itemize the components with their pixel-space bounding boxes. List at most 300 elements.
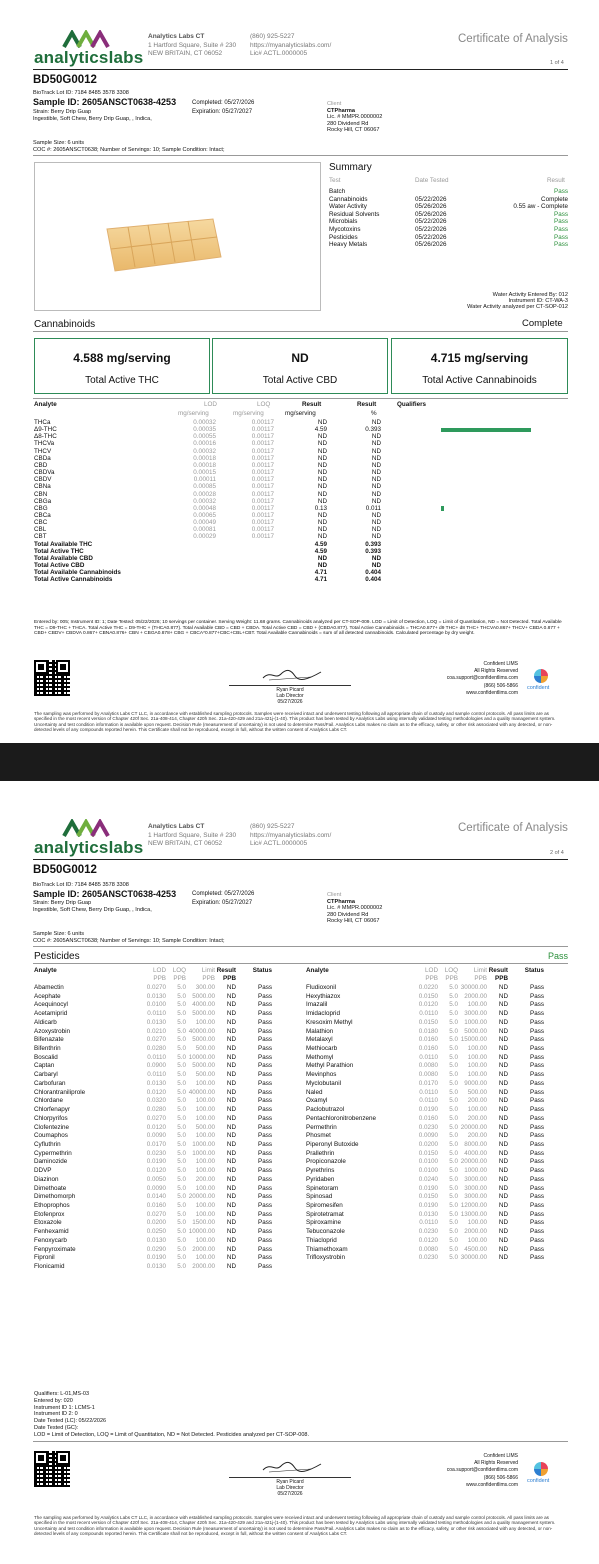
result-pct-value: ND bbox=[371, 469, 381, 477]
pesticide-row bbox=[306, 1193, 568, 1201]
cell-limit: 3000.00 bbox=[464, 1193, 487, 1201]
cell-result: ND bbox=[226, 1175, 236, 1183]
analyte-name: Δ8-THC bbox=[34, 433, 57, 441]
cell-limit: 100.00 bbox=[195, 1202, 215, 1209]
cell-limit: 2000.00 bbox=[464, 992, 487, 1000]
cell-limit: 5000.00 bbox=[192, 1010, 215, 1018]
unit-result: PPB bbox=[223, 975, 236, 982]
result-value: 4.59 bbox=[314, 426, 327, 434]
cell-analyte: Cypermethrin bbox=[34, 1149, 72, 1157]
lab-address: Analytics Labs CT 1 Hartford Square, Suite # 230 NEW BRITAIN, CT 06052 bbox=[148, 823, 237, 847]
cell-loq: 5.0 bbox=[177, 1001, 186, 1009]
pesticide-row bbox=[306, 1071, 568, 1079]
qr-code-icon[interactable] bbox=[34, 1451, 70, 1487]
analyte-name: THCV bbox=[34, 447, 52, 455]
summary-result: Pass bbox=[554, 188, 568, 195]
cell-loq: 5.0 bbox=[177, 1202, 186, 1209]
cell-result: ND bbox=[226, 1140, 236, 1148]
summary-row bbox=[329, 218, 568, 226]
pesticide-row bbox=[34, 1071, 296, 1079]
cell-result: ND bbox=[498, 1132, 508, 1140]
qr-code-icon[interactable] bbox=[34, 660, 70, 696]
cell-loq: 5.0 bbox=[449, 1202, 458, 1209]
cell-analyte: Acequinocyl bbox=[34, 1001, 68, 1009]
cell-result: ND bbox=[226, 1010, 236, 1018]
cell-loq: 5.0 bbox=[177, 1027, 186, 1035]
cell-lod: 0.0170 bbox=[146, 1140, 166, 1148]
cell-analyte: Bifenazate bbox=[34, 1036, 64, 1044]
cell-status: Pass bbox=[258, 1158, 272, 1166]
analyte-name: CBN bbox=[34, 490, 48, 498]
summary-test: Residual Solvents bbox=[329, 210, 380, 218]
cell-analyte: Methyl Parathion bbox=[306, 1062, 354, 1070]
cell-result: ND bbox=[226, 1045, 236, 1053]
cell-result: ND bbox=[498, 1071, 508, 1079]
cell-loq: 5.0 bbox=[449, 1167, 458, 1175]
result-pct-value: ND bbox=[371, 454, 381, 462]
col-result: Result bbox=[216, 967, 236, 974]
analyte-name: CBDV bbox=[34, 476, 52, 484]
pesticide-row bbox=[306, 1246, 568, 1254]
pesticide-row bbox=[306, 1141, 568, 1149]
cell-status: Pass bbox=[258, 1036, 272, 1044]
cell-analyte: Daminozide bbox=[34, 1158, 68, 1166]
cell-status: Pass bbox=[258, 1219, 272, 1227]
total-name: Total Active Cannabinoids bbox=[34, 576, 113, 584]
total-name: Total Active CBD bbox=[34, 562, 85, 569]
pesticide-row bbox=[34, 1010, 296, 1018]
analyte-name: CBGa bbox=[34, 497, 52, 505]
cell-loq: 5.0 bbox=[177, 1123, 186, 1131]
cell-limit: 200.00 bbox=[467, 1114, 487, 1122]
cell-result: ND bbox=[498, 1053, 508, 1061]
cannabinoids-title: Cannabinoids bbox=[34, 319, 96, 330]
pesticide-row bbox=[306, 1036, 568, 1044]
lod-value: 0.00048 bbox=[193, 504, 216, 512]
cell-analyte: Propiconazole bbox=[306, 1158, 346, 1166]
pesticide-row bbox=[306, 1054, 568, 1062]
lims-email-link[interactable]: coa.support@confidentlims.com bbox=[446, 675, 518, 682]
pesticide-row bbox=[34, 1028, 296, 1036]
cell-loq: 5.0 bbox=[449, 1158, 458, 1166]
cell-analyte: Carbaryl bbox=[34, 1071, 58, 1079]
cell-lod: 0.0220 bbox=[418, 984, 438, 991]
cell-result: ND bbox=[226, 1001, 236, 1009]
lod-value: 0.00032 bbox=[193, 497, 216, 505]
cell-status: Pass bbox=[258, 1236, 272, 1244]
cell-result: ND bbox=[226, 1219, 236, 1227]
cell-analyte: Ethoprophos bbox=[34, 1202, 70, 1209]
summary-row bbox=[329, 234, 568, 242]
pesticide-row bbox=[306, 1062, 568, 1070]
cell-lod: 0.0120 bbox=[418, 1001, 438, 1009]
loq-value: 0.00117 bbox=[251, 504, 274, 512]
cell-analyte: Trifloxystrobin bbox=[306, 1254, 345, 1262]
cell-result: ND bbox=[498, 1018, 508, 1026]
cell-limit: 1500.00 bbox=[192, 1219, 215, 1227]
cell-status: Pass bbox=[530, 1018, 544, 1026]
summary-test: Water Activity bbox=[329, 203, 367, 211]
cell-lod: 0.0130 bbox=[146, 1236, 166, 1244]
water-activity-notes: Water Activity Entered By: 012 Instrument ID: CT-WA-3 Water Activity analyzed per CT-SOP-012 bbox=[467, 292, 568, 311]
divider bbox=[33, 155, 568, 156]
lod-value: 0.00018 bbox=[193, 461, 216, 469]
cell-status: Pass bbox=[530, 1254, 544, 1262]
pesticide-table-right bbox=[306, 967, 568, 1278]
cell-status: Pass bbox=[530, 1236, 544, 1244]
summary-table bbox=[329, 188, 568, 250]
cell-limit: 100.00 bbox=[195, 1106, 215, 1114]
cell-analyte: Abamectin bbox=[34, 984, 64, 991]
cell-lod: 0.0090 bbox=[146, 1132, 166, 1140]
cell-status: Pass bbox=[258, 1079, 272, 1087]
cell-loq: 5.0 bbox=[177, 1045, 186, 1053]
cell-result: ND bbox=[498, 1036, 508, 1044]
cell-lod: 0.0130 bbox=[146, 1018, 166, 1026]
pesticide-row bbox=[34, 1254, 296, 1262]
col-result: Result bbox=[488, 967, 508, 974]
cell-result: ND bbox=[498, 1175, 508, 1183]
lims-website-link[interactable]: www.confidentlims.com bbox=[466, 689, 518, 696]
cell-analyte: Fipronil bbox=[34, 1254, 55, 1262]
cell-status: Pass bbox=[258, 1193, 272, 1201]
pesticide-row bbox=[34, 1115, 296, 1123]
lims-email-link[interactable]: coa.support@confidentlims.com bbox=[446, 1467, 518, 1474]
cell-result: ND bbox=[226, 1071, 236, 1079]
cell-status: Pass bbox=[530, 1140, 544, 1148]
cell-limit: 100.00 bbox=[467, 1062, 487, 1070]
cell-result: ND bbox=[498, 1010, 508, 1018]
cell-result: ND bbox=[226, 984, 236, 991]
pesticide-row bbox=[306, 993, 568, 1001]
cell-result: ND bbox=[498, 1193, 508, 1201]
cell-result: ND bbox=[498, 1158, 508, 1166]
summary-test: Microbials bbox=[329, 218, 358, 226]
cell-analyte: Chlorfenapyr bbox=[34, 1106, 71, 1114]
header-divider bbox=[33, 859, 568, 860]
cell-lod: 0.0110 bbox=[147, 1010, 166, 1018]
pesticide-row bbox=[34, 1062, 296, 1070]
pesticide-row bbox=[34, 1019, 296, 1027]
cell-lod: 0.0280 bbox=[146, 1045, 166, 1053]
product-image bbox=[34, 162, 321, 311]
cell-status: Pass bbox=[530, 1184, 544, 1192]
analyte-name: CBC bbox=[34, 519, 48, 527]
cell-analyte: Cyfluthrin bbox=[34, 1140, 61, 1148]
header-divider bbox=[33, 69, 568, 70]
cell-limit: 20000.00 bbox=[188, 1193, 215, 1201]
signer: Ryan Picard Lab Director 05/27/2026 bbox=[276, 687, 304, 705]
summary-result: Complete bbox=[541, 195, 568, 203]
summary-test: Heavy Metals bbox=[329, 241, 368, 249]
cell-limit: 5000.00 bbox=[464, 1027, 487, 1035]
cell-loq: 5.0 bbox=[177, 1088, 186, 1096]
cell-loq: 5.0 bbox=[449, 1245, 458, 1253]
cell-result: ND bbox=[226, 1062, 236, 1070]
cell-loq: 5.0 bbox=[449, 1219, 458, 1227]
pesticide-row bbox=[34, 1202, 296, 1210]
pesticide-row bbox=[34, 1036, 296, 1044]
cell-status: Pass bbox=[530, 1228, 544, 1236]
cell-result: ND bbox=[226, 1193, 236, 1201]
cell-loq: 5.0 bbox=[449, 1097, 458, 1105]
cell-status: Pass bbox=[258, 1018, 272, 1026]
analyte-name: CBCa bbox=[34, 511, 51, 519]
pesticide-row bbox=[34, 1211, 296, 1219]
cell-status: Pass bbox=[530, 1010, 544, 1018]
cell-loq: 5.0 bbox=[449, 1114, 458, 1122]
cell-lod: 0.0110 bbox=[419, 1219, 438, 1227]
cell-status: Pass bbox=[530, 1036, 544, 1044]
summary-date: 05/22/2026 bbox=[415, 218, 447, 226]
cell-loq: 5.0 bbox=[449, 1053, 458, 1061]
cell-status: Pass bbox=[258, 1071, 272, 1079]
pesticide-table-left bbox=[34, 967, 296, 1278]
sample-size: Sample Size: 6 units bbox=[33, 931, 84, 937]
cell-status: Pass bbox=[530, 1097, 544, 1105]
sample-size: Sample Size: 6 units bbox=[33, 140, 84, 146]
pesticide-row bbox=[306, 1010, 568, 1018]
total-pct: 0.393 bbox=[365, 547, 381, 555]
pesticide-row bbox=[306, 1211, 568, 1219]
cell-lod: 0.0230 bbox=[418, 1123, 438, 1131]
analyticslabs-logo-icon bbox=[62, 30, 110, 48]
cell-analyte: Spinetoram bbox=[306, 1184, 339, 1192]
cell-loq: 5.0 bbox=[177, 1018, 186, 1026]
cell-lod: 0.0150 bbox=[418, 1193, 438, 1201]
cell-result: ND bbox=[226, 1184, 236, 1192]
cell-lod: 0.0200 bbox=[418, 1140, 438, 1148]
cell-lod: 0.0270 bbox=[146, 1114, 166, 1122]
disclaimer: The sampling was performed by Analytics Labs CT LLC, in accordance with established sampling protocols. Samples were received intact and underwent testing following all appropriate chain of custody and sample control protocols. All pass limits are as specified in the most recent version of Chapter 420f Sec. 21a-408-414, Chapter 420h Sec. 21a-420-429 and 21a-421j-(1-40). This product has been tested by Analytics Labs using internally validated testing methodologies and a quality management system. Uncertainty and test condition information is available upon request. Decision Rule (measurement of uncertainty) is not used to determine Pass/Fail. Analytics Labs makes no claim as to the efficacy, safety, or other risk associated with any detected, or non-detected levels of any compounds reported herein. This Certificate shall not be reproduced, except in full, without the written consent of Analytics Labs CT. bbox=[34, 1515, 556, 1537]
col-analyte: Analyte bbox=[306, 967, 329, 974]
pesticide-row bbox=[34, 1167, 296, 1175]
confident-logo-icon bbox=[534, 669, 548, 683]
summary-row bbox=[329, 196, 568, 204]
cell-loq: 5.0 bbox=[449, 984, 458, 991]
cell-status: Pass bbox=[258, 1106, 272, 1114]
cell-limit: 500.00 bbox=[195, 1045, 215, 1053]
cell-loq: 5.0 bbox=[449, 1236, 458, 1244]
loq-value: 0.00117 bbox=[251, 461, 274, 469]
lab-website-link[interactable]: https://myanalyticslabs.com/ bbox=[250, 831, 332, 839]
summary-col-date: Date Tested bbox=[415, 177, 449, 184]
summary-col-result: Result bbox=[547, 177, 565, 184]
confident-logo-icon bbox=[534, 1462, 548, 1476]
cell-limit: 300.00 bbox=[195, 984, 215, 991]
summary-test: Pesticides bbox=[329, 233, 358, 241]
cell-loq: 5.0 bbox=[177, 1158, 186, 1166]
cell-result: ND bbox=[226, 1018, 236, 1026]
cell-lod: 0.0080 bbox=[418, 1071, 438, 1079]
cell-analyte: Methomyl bbox=[306, 1053, 334, 1061]
cell-result: ND bbox=[226, 1053, 236, 1061]
result-pct-value: ND bbox=[371, 519, 381, 527]
cell-result: ND bbox=[226, 1097, 236, 1105]
cell-analyte: Piperonyl Butoxide bbox=[306, 1140, 359, 1148]
col-limit: Limit bbox=[473, 967, 487, 974]
cell-lod: 0.0190 bbox=[418, 1202, 438, 1209]
pesticide-row bbox=[306, 1132, 568, 1140]
cell-analyte: Myclobutanil bbox=[306, 1079, 341, 1087]
cell-lod: 0.0080 bbox=[418, 1062, 438, 1070]
cell-limit: 100.00 bbox=[195, 1158, 215, 1166]
pesticide-row bbox=[34, 1246, 296, 1254]
cell-lod: 0.0210 bbox=[146, 1027, 166, 1035]
lims-website-link[interactable]: www.confidentlims.com bbox=[466, 1481, 518, 1488]
cell-analyte: Imidacloprid bbox=[306, 1010, 340, 1018]
cell-result: ND bbox=[226, 1158, 236, 1166]
pesticide-row bbox=[34, 1219, 296, 1227]
pesticide-header bbox=[34, 967, 296, 975]
pesticide-row bbox=[34, 1132, 296, 1140]
cell-status: Pass bbox=[258, 1027, 272, 1035]
cell-limit: 100.00 bbox=[195, 1079, 215, 1087]
cell-result: ND bbox=[498, 1245, 508, 1253]
cell-analyte: Etofenprox bbox=[34, 1210, 65, 1218]
cell-loq: 5.0 bbox=[449, 1254, 458, 1262]
result-pct-value: ND bbox=[371, 476, 381, 484]
cell-status: Pass bbox=[530, 1045, 544, 1053]
analyte-name: CBG bbox=[34, 504, 48, 512]
cell-analyte: Fenoxycarb bbox=[34, 1236, 67, 1244]
pesticide-row bbox=[34, 1185, 296, 1193]
cell-limit: 20000.00 bbox=[460, 1123, 487, 1131]
summary-result: Pass bbox=[554, 233, 568, 241]
cell-loq: 5.0 bbox=[449, 1132, 458, 1140]
soft-chew-image bbox=[35, 163, 322, 312]
cell-lod: 0.0110 bbox=[419, 1088, 438, 1096]
cell-analyte: Thiamethoxam bbox=[306, 1245, 348, 1253]
pesticide-row bbox=[306, 1124, 568, 1132]
cell-loq: 5.0 bbox=[449, 1088, 458, 1096]
cell-status: Pass bbox=[258, 1184, 272, 1192]
logo-text: analyticslabs bbox=[34, 48, 144, 67]
pesticide-row bbox=[306, 1158, 568, 1166]
disclaimer: The sampling was performed by Analytics Labs CT LLC, in accordance with established sampling protocols. Samples were received intact and underwent testing following all appropriate chain of custody and sample control protocols. All pass limits are as specified in the most recent version of Chapter 420f Sec. 21a-408-414, Chapter 420h Sec. 21a-420-429 and 21a-421j-(1-40). This product has been tested by Analytics Labs using internally validated testing methodologies and a quality management system. Uncertainty and test condition information is available upon request. Decision Rule (measurement of uncertainty) is not used to determine Pass/Fail. Analytics Labs makes no claim as to the efficacy, safety, or other risk associated with any detected, or non-detected levels of any compounds reported herein. This Certificate shall not be reproduced, except in full, without the written consent of Analytics Labs CT. bbox=[34, 711, 556, 733]
pesticide-row bbox=[34, 1176, 296, 1184]
loq-value: 0.00117 bbox=[251, 440, 274, 448]
pesticide-row bbox=[34, 1045, 296, 1053]
cell-lod: 0.0290 bbox=[146, 1245, 166, 1253]
cell-result: ND bbox=[498, 1219, 508, 1227]
cell-lod: 0.0150 bbox=[418, 1018, 438, 1026]
cell-analyte: Captan bbox=[34, 1062, 55, 1070]
cell-loq: 5.0 bbox=[449, 1018, 458, 1026]
pesticide-row bbox=[306, 1019, 568, 1027]
cell-lod: 0.0120 bbox=[146, 1123, 166, 1131]
batch-id: BD50G0012 bbox=[33, 864, 97, 876]
cell-result: ND bbox=[226, 1079, 236, 1087]
pesticide-row bbox=[34, 1141, 296, 1149]
box-label: Total Active CBD bbox=[262, 375, 338, 386]
col-status: Status bbox=[524, 967, 544, 974]
lod-value: 0.00032 bbox=[193, 447, 216, 455]
pesticide-row bbox=[306, 1150, 568, 1158]
cell-status: Pass bbox=[258, 1140, 272, 1148]
result-value: ND bbox=[317, 526, 327, 534]
cell-loq: 5.0 bbox=[177, 984, 186, 991]
pesticide-row bbox=[306, 1254, 568, 1262]
cell-loq: 5.0 bbox=[177, 1132, 186, 1140]
lod-value: 0.00029 bbox=[193, 533, 216, 541]
cell-limit: 30000.00 bbox=[460, 984, 487, 991]
pesticide-row bbox=[34, 1237, 296, 1245]
cell-lod: 0.0170 bbox=[418, 1079, 438, 1087]
pesticide-row bbox=[306, 1237, 568, 1245]
confident-brand: confident bbox=[527, 1478, 550, 1484]
unit-loq: PPB bbox=[173, 975, 186, 982]
pesticide-row bbox=[306, 1045, 568, 1053]
cell-loq: 5.0 bbox=[177, 1175, 186, 1183]
result-pct-value: ND bbox=[371, 419, 381, 426]
cell-loq: 5.0 bbox=[177, 1210, 186, 1218]
cell-lod: 0.0200 bbox=[146, 1219, 166, 1227]
cell-limit: 4500.00 bbox=[464, 1245, 487, 1253]
divider bbox=[33, 946, 568, 947]
cell-status: Pass bbox=[530, 1132, 544, 1140]
result-value: ND bbox=[317, 519, 327, 527]
pesticide-row bbox=[306, 1219, 568, 1227]
col-limit: Limit bbox=[201, 967, 215, 974]
col-lod: LOD bbox=[204, 401, 217, 408]
cell-status: Pass bbox=[258, 1175, 272, 1183]
cell-result: ND bbox=[498, 1062, 508, 1070]
cell-lod: 0.0130 bbox=[146, 992, 166, 1000]
cell-limit: 1000.00 bbox=[192, 1140, 215, 1148]
cell-lod: 0.0160 bbox=[418, 1036, 438, 1044]
analyticslabs-logo-icon bbox=[62, 819, 110, 837]
cell-result: ND bbox=[498, 1228, 508, 1236]
cell-result: ND bbox=[498, 1114, 508, 1122]
pesticide-row bbox=[34, 1106, 296, 1114]
cell-lod: 0.0270 bbox=[146, 1036, 166, 1044]
pesticide-row bbox=[306, 1176, 568, 1184]
cell-analyte: Mevinphos bbox=[306, 1071, 337, 1079]
result-pct-value: ND bbox=[371, 461, 381, 469]
col-result: Result bbox=[302, 401, 322, 408]
total-result: 4.59 bbox=[314, 540, 327, 548]
cell-limit: 10000.00 bbox=[188, 1228, 215, 1236]
summary-date: 05/22/2026 bbox=[415, 233, 447, 241]
result-pct-value: ND bbox=[371, 440, 381, 448]
cell-result: ND bbox=[226, 1088, 236, 1096]
cell-lod: 0.0190 bbox=[146, 1158, 166, 1166]
cell-loq: 5.0 bbox=[177, 1106, 186, 1114]
cell-analyte: Tebuconazole bbox=[306, 1228, 345, 1236]
pesticide-row bbox=[34, 1089, 296, 1097]
loq-value: 0.00117 bbox=[251, 533, 274, 541]
cannabinoid-notes: Entered by: 005; Instrument ID: 1; Date Tested: 05/22/2026; 10 servings per container. Serving Weight: 11.68 grams. Cannabinoids analyzed per CT-SOP-009. LOD = Limit of Detection, LOQ = Limit of Quantitation, ND = Not Detected. Total Available THC = D9-THC + THCA. Total Active THC = D9-THC + (THCA0.877). Total Available CBD = CBD + CBDA. Total Active CBD = CBD + (CBDA0.877). Total Active Cannabinoids = THCA0.877+ d9 THC+ d8 THC+ THCVA0.867+ THCV+ CBDA 0.877 + CBD+ CBDV+ CBDVA 0.867+ CBNA0.876+ CBN + CBGA0.878+ CBG + CBCA*0.877+CBC+CBL+CBT. Total Available Cannabinoids = sum of all detected cannabinoids. Calculated percentage by dry weight. bbox=[34, 620, 562, 637]
summary-date: 05/26/2026 bbox=[415, 210, 447, 218]
cell-loq: 5.0 bbox=[177, 992, 186, 1000]
cell-limit: 1000.00 bbox=[192, 1149, 215, 1157]
unit-limit: PPB bbox=[202, 975, 215, 982]
signature-icon bbox=[261, 1460, 323, 1474]
cell-status: Pass bbox=[530, 1001, 544, 1009]
cell-result: ND bbox=[498, 1140, 508, 1148]
pesticide-row bbox=[306, 984, 568, 992]
pesticide-row bbox=[34, 1001, 296, 1009]
lod-value: 0.00055 bbox=[193, 433, 216, 441]
signer: Ryan Picard Lab Director 05/27/2026 bbox=[276, 1479, 304, 1497]
cell-loq: 5.0 bbox=[449, 1140, 458, 1148]
lab-website-link[interactable]: https://myanalyticslabs.com/ bbox=[250, 41, 332, 49]
cell-limit: 1000.00 bbox=[464, 1018, 487, 1026]
cell-loq: 5.0 bbox=[449, 1045, 458, 1053]
cell-loq: 5.0 bbox=[449, 1079, 458, 1087]
cell-limit: 2000.00 bbox=[192, 1245, 215, 1253]
